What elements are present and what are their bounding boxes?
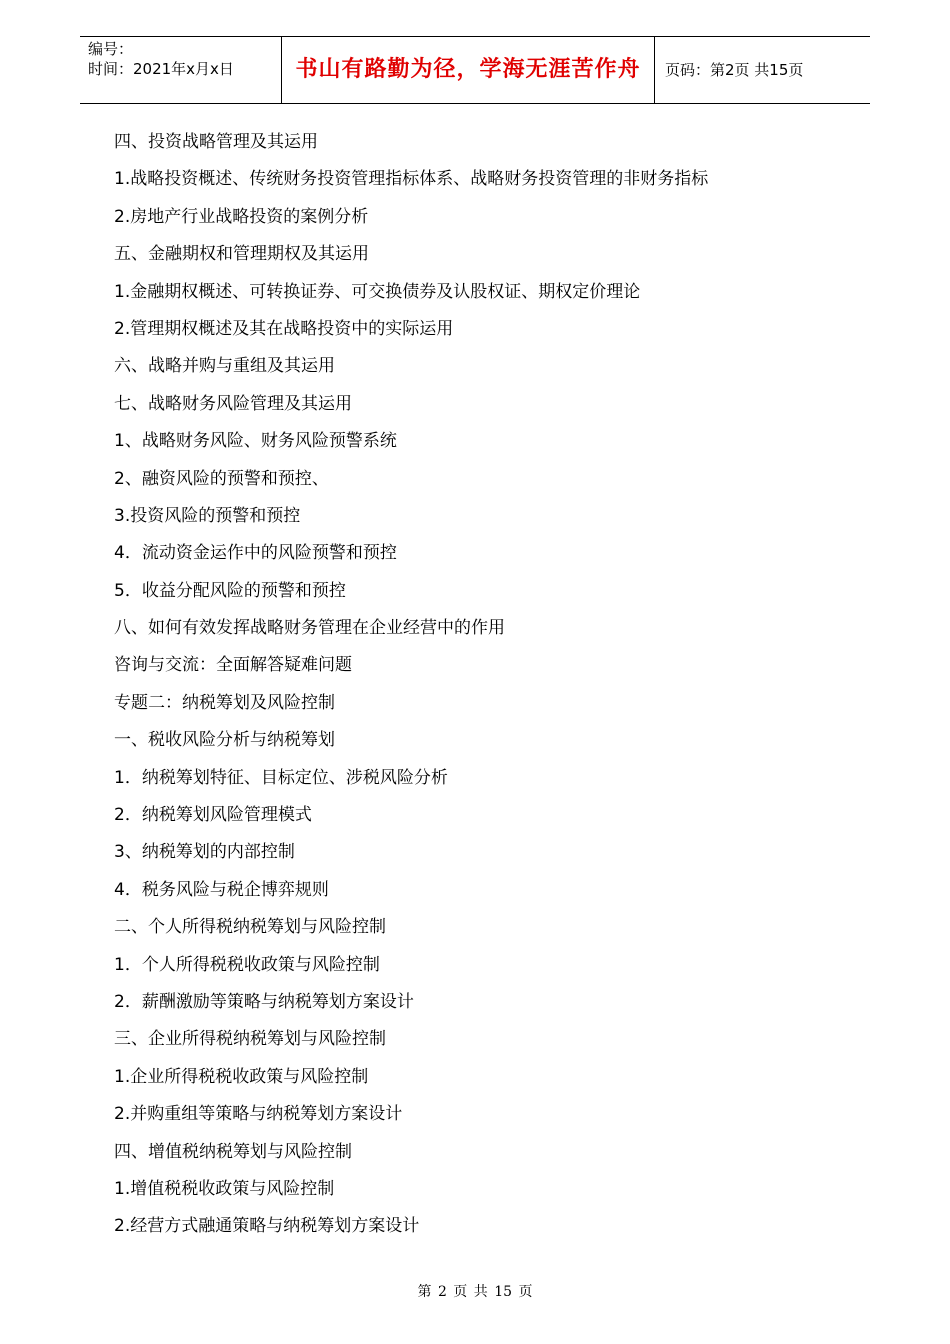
section-heading: 八、如何有效发挥战略财务管理在企业经营中的作用 [114, 618, 505, 639]
outline-item: 2.经营方式融通策略与纳税筹划方案设计 [114, 1216, 420, 1237]
section-heading: 四、增值税纳税筹划与风险控制 [114, 1141, 352, 1162]
document-time-label: 时间：2021年x月x日 [88, 60, 234, 78]
outline-item: 4．税务风险与税企博弈规则 [114, 879, 329, 900]
document-number-label: 编号： [88, 40, 134, 58]
outline-item: 2、融资风险的预警和预控、 [114, 468, 329, 489]
consultation-note: 咨询与交流：全面解答疑难问题 [114, 655, 352, 676]
outline-item: 3、纳税筹划的内部控制 [114, 842, 295, 863]
outline-item: 1、战略财务风险、财务风险预警系统 [114, 431, 397, 452]
outline-item: 1．个人所得税税收政策与风险控制 [114, 954, 380, 975]
outline-item: 4．流动资金运作中的风险预警和预控 [114, 543, 397, 564]
outline-item: 2．纳税筹划风险管理模式 [114, 805, 312, 826]
section-heading: 二、个人所得税纳税筹划与风险控制 [114, 917, 386, 938]
outline-item: 1．纳税筹划特征、目标定位、涉税风险分析 [114, 767, 448, 788]
outline-item: 5．收益分配风险的预警和预控 [114, 580, 346, 601]
section-heading: 三、企业所得税纳税筹划与风险控制 [114, 1029, 386, 1050]
outline-item: 2.管理期权概述及其在战略投资中的实际运用 [114, 318, 454, 339]
outline-item: 3.投资风险的预警和预控 [114, 505, 301, 526]
header-page-info: 页码：第2页 共15页 [665, 61, 804, 79]
topic-heading: 专题二：纳税筹划及风险控制 [114, 692, 335, 713]
outline-item: 2.并购重组等策略与纳税筹划方案设计 [114, 1104, 403, 1125]
document-body [114, 124, 874, 1246]
outline-item: 1.战略投资概述、传统财务投资管理指标体系、战略财务投资管理的非财务指标 [114, 169, 709, 190]
section-heading: 六、战略并购与重组及其运用 [114, 356, 335, 377]
outline-item: 2.房地产行业战略投资的案例分析 [114, 206, 369, 227]
page-footer: 第 2 页 共 15 页 [417, 1284, 533, 1300]
section-heading: 四、投资战略管理及其运用 [114, 132, 318, 152]
header-meta [88, 39, 283, 79]
header-motto: 书山有路勤为径，学海无涯苦作舟 [295, 57, 641, 82]
header-divider [654, 37, 655, 103]
outline-item: 1.增值税税收政策与风险控制 [114, 1178, 335, 1199]
outline-item: 2．薪酬激励等策略与纳税筹划方案设计 [114, 991, 414, 1012]
section-heading: 五、金融期权和管理期权及其运用 [114, 244, 369, 265]
section-heading: 一、税收风险分析与纳税筹划 [114, 730, 335, 751]
section-heading: 七、战略财务风险管理及其运用 [114, 393, 352, 414]
outline-item: 1.金融期权概述、可转换证券、可交换债券及认股权证、期权定价理论 [114, 281, 641, 302]
outline-item: 1.企业所得税税收政策与风险控制 [114, 1066, 369, 1087]
page-header [80, 36, 870, 104]
